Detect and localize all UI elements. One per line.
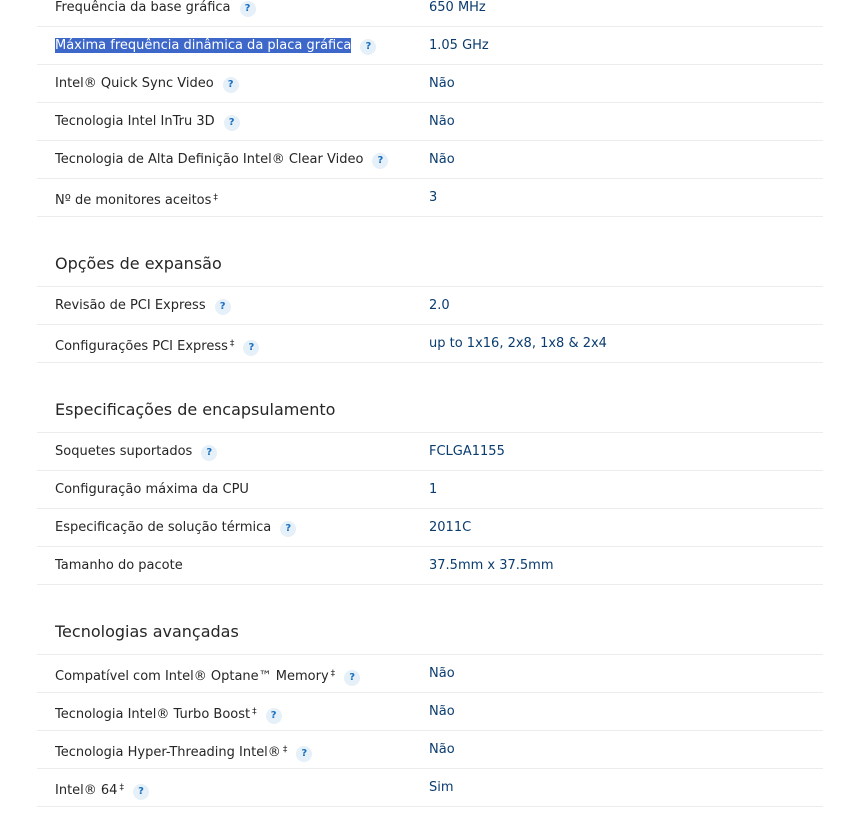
spec-value: FCLGA1155 <box>429 444 505 459</box>
spec-label: Tecnologia Intel® Turbo Boost <box>55 707 251 722</box>
footnote-dagger: ‡ <box>229 339 235 349</box>
spec-row-hyper-threading <box>37 731 823 769</box>
help-icon[interactable]: ? <box>240 1 256 17</box>
spec-label: Soquetes suportados <box>55 444 193 459</box>
section-heading: Opções de expansão <box>55 254 222 273</box>
spec-row-max-cpu-config <box>37 471 823 509</box>
spec-label: Frequência da base gráfica <box>55 0 231 15</box>
spec-label: Intel® Quick Sync Video <box>55 76 214 91</box>
help-icon[interactable]: ? <box>243 340 259 356</box>
help-icon[interactable]: ? <box>133 784 149 800</box>
help-icon[interactable]: ? <box>296 746 312 762</box>
spec-row-intru-3d <box>37 103 823 141</box>
section-title-package <box>37 363 823 433</box>
spec-row-clear-video-hd <box>37 141 823 179</box>
spec-value: Não <box>429 704 455 719</box>
help-icon[interactable]: ? <box>344 670 360 686</box>
spec-value: Sim <box>429 780 454 795</box>
section-title-advanced <box>37 585 823 655</box>
footnote-dagger: ‡ <box>282 745 288 755</box>
spec-label: Revisão de PCI Express <box>55 298 206 313</box>
spec-label: Tecnologia de Alta Definição Intel® Clear Video <box>55 152 364 167</box>
help-icon[interactable]: ? <box>360 39 376 55</box>
spec-row-pcie-configurations <box>37 325 823 363</box>
spec-row-quick-sync-video <box>37 65 823 103</box>
section-title-expansion <box>37 217 823 287</box>
spec-row-pcie-revision <box>37 287 823 325</box>
spec-value: 2011C <box>429 520 472 535</box>
section-heading: Tecnologias avançadas <box>55 622 239 641</box>
footnote-dagger: ‡ <box>213 193 218 203</box>
spec-label: Especificação de solução térmica <box>55 520 272 535</box>
help-icon[interactable]: ? <box>224 115 240 131</box>
spec-label: Tecnologia Hyper-Threading Intel® <box>55 745 281 760</box>
spec-label: Configurações PCI Express <box>55 339 228 354</box>
spec-value: Não <box>429 76 455 91</box>
help-icon[interactable]: ? <box>201 445 217 461</box>
spec-label: Configuração máxima da CPU <box>55 482 249 497</box>
spec-value: 650 MHz <box>429 0 486 15</box>
spec-row-graphics-max-dynamic-frequency <box>37 27 823 65</box>
help-icon[interactable]: ? <box>223 77 239 93</box>
footnote-dagger: ‡ <box>330 669 336 679</box>
spec-row-turbo-boost <box>37 693 823 731</box>
help-icon[interactable]: ? <box>280 521 296 537</box>
help-icon[interactable]: ? <box>266 708 282 724</box>
footnote-dagger: ‡ <box>119 783 124 793</box>
spec-row-graphics-base-frequency <box>37 0 823 27</box>
spec-value: up to 1x16, 2x8, 1x8 & 2x4 <box>429 336 607 351</box>
spec-value: 3 <box>429 190 438 205</box>
spec-value: 1 <box>429 482 438 497</box>
spec-value: 2.0 <box>429 298 450 313</box>
help-icon[interactable]: ? <box>215 299 231 315</box>
spec-row-optane-support <box>37 655 823 693</box>
spec-value: Não <box>429 742 455 757</box>
spec-label: Tecnologia Intel InTru 3D <box>55 114 215 129</box>
spec-label: Tamanho do pacote <box>55 558 183 573</box>
spec-label: Compatível com Intel® Optane™ Memory <box>55 669 329 684</box>
footnote-dagger: ‡ <box>252 707 257 717</box>
spec-label: Nº de monitores aceitos <box>55 193 212 208</box>
spec-value: Não <box>429 114 455 129</box>
spec-value: Não <box>429 666 455 681</box>
spec-label: Intel® 64 <box>55 783 118 798</box>
spec-value: Não <box>429 152 455 167</box>
spec-row-displays-supported <box>37 179 823 217</box>
spec-value: 37.5mm x 37.5mm <box>429 558 554 573</box>
spec-row-package-size <box>37 547 823 585</box>
spec-label-selected: Máxima frequência dinâmica da placa gráfica <box>55 38 352 53</box>
spec-row-thermal-solution <box>37 509 823 547</box>
help-icon[interactable]: ? <box>372 153 388 169</box>
section-heading: Especificações de encapsulamento <box>55 400 336 419</box>
spec-row-sockets <box>37 433 823 471</box>
spec-value: 1.05 GHz <box>429 38 489 53</box>
spec-row-intel-64 <box>37 769 823 807</box>
